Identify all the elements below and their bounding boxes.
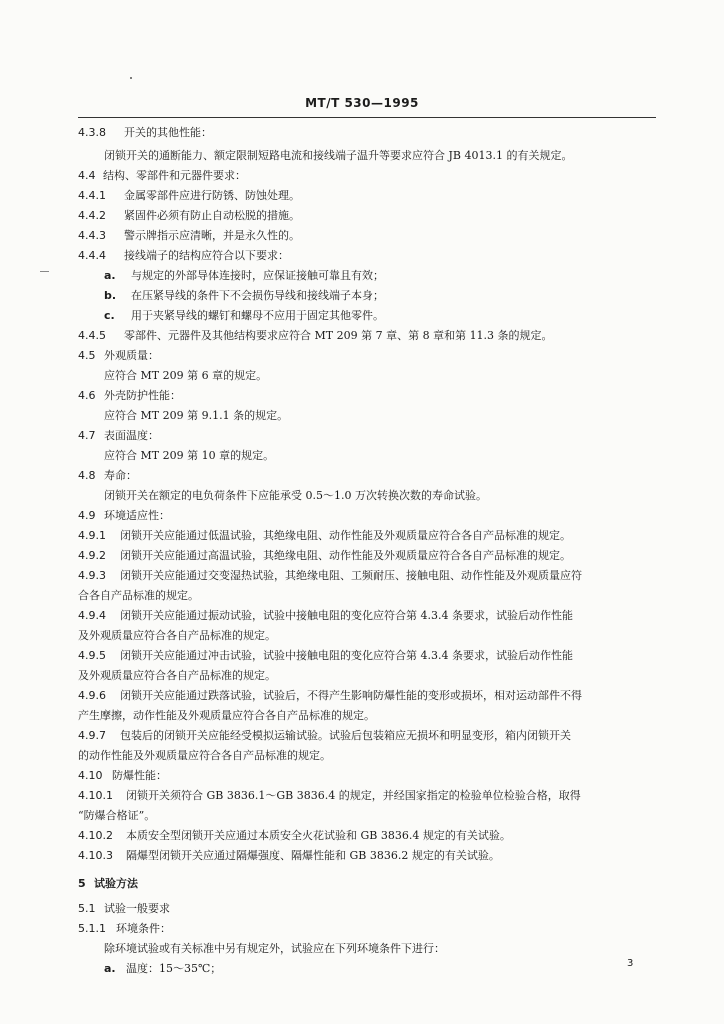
line-text: 合各自产品标准的规定。	[78, 589, 199, 602]
line-text: 防爆性能：	[112, 769, 167, 782]
line-text: 紧固件必须有防止自动松脱的措施。	[124, 209, 300, 222]
section-number: 4.10.3	[78, 849, 113, 862]
line-text: 环境条件：	[116, 922, 171, 935]
line-text: 闭锁开关应能通过振动试验，试验中接触电阻的变化应符合第 4.3.4 条要求，试验后动作性能	[120, 609, 573, 622]
section-number: 4.10.1	[78, 789, 113, 802]
section-number: 4.9.1	[78, 529, 106, 542]
line-text: 应符合 MT 209 第 10 章的规定。	[104, 449, 275, 462]
section-number: 4.9.4	[78, 609, 106, 622]
line-text: 温度：15～35℃；	[126, 962, 222, 975]
line-text: “防爆合格证”。	[78, 809, 156, 822]
section-number: 4.9	[78, 509, 96, 522]
section-number: 5.1	[78, 902, 96, 915]
line-text: 结构、零部件和元器件要求：	[103, 169, 246, 182]
section-number: 4.9.6	[78, 689, 106, 702]
line-text: 接线端子的结构应符合以下要求：	[124, 249, 289, 262]
section-number: 5.1.1	[78, 922, 106, 935]
line-text: 外壳防护性能：	[104, 389, 181, 402]
section-number: 4.3.8	[78, 126, 106, 139]
line-text: 及外观质量应符合各自产品标准的规定。	[78, 669, 276, 682]
section-number: 4.9.5	[78, 649, 106, 662]
line-text: 与规定的外部导体连接时，应保证接触可靠且有效；	[131, 269, 384, 282]
line-text: 闭锁开关应能通过交变湿热试验，其绝缘电阻、工频耐压、接触电阻、动作性能及外观质量应符	[120, 569, 582, 582]
line-text: 本质安全型闭锁开关应通过本质安全火花试验和 GB 3836.4 规定的有关试验。	[126, 829, 511, 842]
section-number: 4.8	[78, 469, 96, 482]
line-text: 闭锁开关应能通过高温试验，其绝缘电阻、动作性能及外观质量应符合各自产品标准的规定。	[120, 549, 571, 562]
list-marker: b.	[104, 289, 117, 302]
line-text: 应符合 MT 209 第 6 章的规定。	[104, 369, 268, 382]
line-text: 闭锁开关的通断能力、额定限制短路电流和接线端子温升等要求应符合 JB 4013.1 的有关规定。	[104, 149, 573, 162]
section-number: 4.9.3	[78, 569, 106, 582]
section-number: 5	[78, 877, 86, 890]
line-text: 除环境试验或有关标准中另有规定外，试验应在下列环境条件下进行：	[104, 942, 445, 955]
line-text: 闭锁开关应能通过冲击试验，试验中接触电阻的变化应符合第 4.3.4 条要求，试验后动作性能	[120, 649, 573, 662]
list-marker: a.	[104, 962, 116, 975]
line-text: 在压紧导线的条件下不会损伤导线和接线端子本身；	[131, 289, 384, 302]
list-marker: a.	[104, 269, 116, 282]
section-number: 4.7	[78, 429, 96, 442]
section-number: 4.10.2	[78, 829, 113, 842]
line-text: 警示牌指示应清晰，并是永久性的。	[124, 229, 300, 242]
line-text: 隔爆型闭锁开关应通过隔爆强度、隔爆性能和 GB 3836.2 规定的有关试验。	[126, 849, 500, 862]
line-text: 及外观质量应符合各自产品标准的规定。	[78, 629, 276, 642]
line-text: 环境适应性：	[104, 509, 170, 522]
line-text: 零部件、元器件及其他结构要求应符合 MT 209 第 7 章、第 8 章和第 11.3 条的规定。	[124, 329, 553, 342]
line-text: 表面温度：	[104, 429, 159, 442]
list-marker: c.	[104, 309, 115, 322]
scan-dash	[40, 271, 49, 272]
section-number: 4.4	[78, 169, 96, 182]
line-text: 闭锁开关须符合 GB 3836.1～GB 3836.4 的规定，并经国家指定的检验单位检验合格，取得	[126, 789, 581, 802]
scan-speck	[130, 77, 132, 79]
section-number: 4.4.4	[78, 249, 106, 262]
line-text: 的动作性能及外观质量应符合各自产品标准的规定。	[78, 749, 331, 762]
section-number: 4.4.5	[78, 329, 106, 342]
section-number: 4.4.1	[78, 189, 106, 202]
line-text: 闭锁开关应能通过跌落试验，试验后，不得产生影响防爆性能的变形或损坏，相对运动部件不得	[120, 689, 582, 702]
section-number: 4.6	[78, 389, 96, 402]
section-number: 4.4.2	[78, 209, 106, 222]
line-text: 寿命：	[104, 469, 137, 482]
line-text: 开关的其他性能：	[124, 126, 212, 139]
line-text: 包装后的闭锁开关应能经受模拟运输试验。试验后包装箱应无损坏和明显变形，箱内闭锁开关	[120, 729, 571, 742]
line-text: 闭锁开关在额定的电负荷条件下应能承受 0.5～1.0 万次转换次数的寿命试验。	[104, 489, 487, 502]
section-number: 4.5	[78, 349, 96, 362]
line-text: 闭锁开关应能通过低温试验，其绝缘电阻、动作性能及外观质量应符合各自产品标准的规定。	[120, 529, 571, 542]
section-number: 4.4.3	[78, 229, 106, 242]
header-rule	[78, 117, 656, 118]
line-text: 外观质量：	[104, 349, 159, 362]
section-heading: 试验方法	[94, 877, 138, 890]
section-number: 4.10	[78, 769, 103, 782]
line-text: 产生摩擦，动作性能及外观质量应符合各自产品标准的规定。	[78, 709, 375, 722]
line-text: 试验一般要求	[104, 902, 170, 915]
page-number: 3	[627, 958, 634, 969]
line-text: 应符合 MT 209 第 9.1.1 条的规定。	[104, 409, 289, 422]
line-text: 金属零部件应进行防锈、防蚀处理。	[124, 189, 300, 202]
line-text: 用于夹紧导线的螺钉和螺母不应用于固定其他零件。	[131, 309, 384, 322]
page-header-standard-code: MT/T 530—1995	[305, 96, 419, 110]
section-number: 4.9.7	[78, 729, 106, 742]
section-number: 4.9.2	[78, 549, 106, 562]
